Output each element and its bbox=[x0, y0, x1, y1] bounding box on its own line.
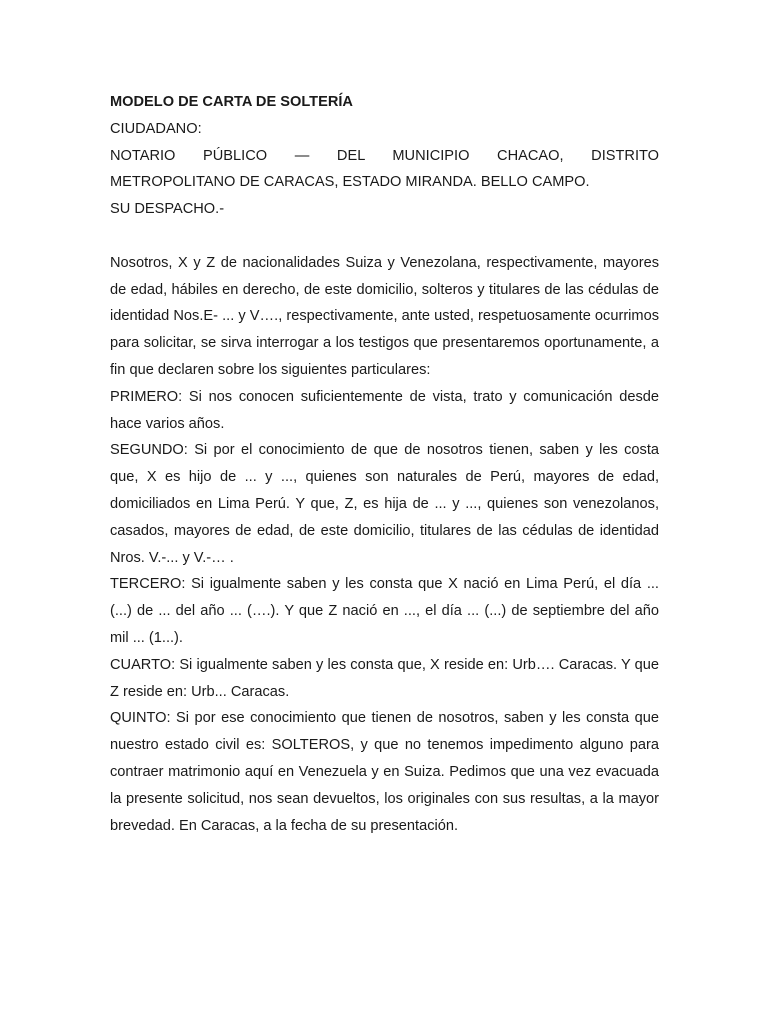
paragraph-quinto: QUINTO: Si por ese conocimiento que tienen de nosotros, saben y les consta que nuestro estado civil es: SOLTEROS, y que no tenemos impedimento alguno para contraer matrimonio aquí en Venezuela y en Suiza. Pedimos que una vez evacuada la presente solicitud, nos sean devueltos, los originales con sus resultas, a la mayor brevedad. En Caracas, a la fecha de su presentación. bbox=[110, 710, 659, 834]
document-title: MODELO DE CARTA DE SOLTERÍA bbox=[110, 94, 353, 110]
intro-paragraph: Nosotros, X y Z de nacionalidades Suiza y Venezolana, respectivamente, mayores de edad, hábiles en derecho, de este domicilio, solteros y titulares de las cédulas de identidad Nos.E- ... y V…., respectivamente, ante usted, respetuosamente ocurrimos para solicitar, se sirva interrogar a los testigos que presentaremos oportunamente, a fin que declaren sobre los siguientes particulares: bbox=[110, 254, 659, 378]
document-page bbox=[110, 89, 659, 839]
notary-line-1: NOTARIO PÚBLICO — DEL MUNICIPIO CHACAO, DISTRITO bbox=[110, 147, 659, 164]
notary-line-2: METROPOLITANO DE CARACAS, ESTADO MIRANDA. BELLO CAMPO. bbox=[110, 174, 590, 191]
office-line: SU DESPACHO.- bbox=[110, 201, 225, 218]
addressee: CIUDADANO: bbox=[110, 120, 202, 137]
paragraph-primero: PRIMERO: Si nos conocen suficientemente de vista, trato y comunicación desde hace varios años. bbox=[110, 388, 659, 432]
paragraph-segundo: SEGUNDO: Si por el conocimiento de que de nosotros tienen, saben y les costa que, X es hijo de ... y ..., quienes son naturales de Perú, mayores de edad, domiciliados en Lima Perú. Y que, Z, es hija de ... y ..., quienes son venezolanos, casados, mayores de edad, de este domicilio, titulares de las cédulas de identidad Nros. V.-... y V.-… . bbox=[110, 442, 659, 566]
paragraph-tercero: TERCERO: Si igualmente saben y les consta que X nació en Lima Perú, el día ... (...) de ... del año ... (….). Y que Z nació en ..., el día ... (...) de septiembre del año mil ... (1...). bbox=[110, 576, 659, 646]
blank-line bbox=[110, 223, 659, 250]
paragraph-cuarto: CUARTO: Si igualmente saben y les consta que, X reside en: Urb…. Caracas. Y que Z reside en: Urb... Caracas. bbox=[110, 656, 659, 700]
